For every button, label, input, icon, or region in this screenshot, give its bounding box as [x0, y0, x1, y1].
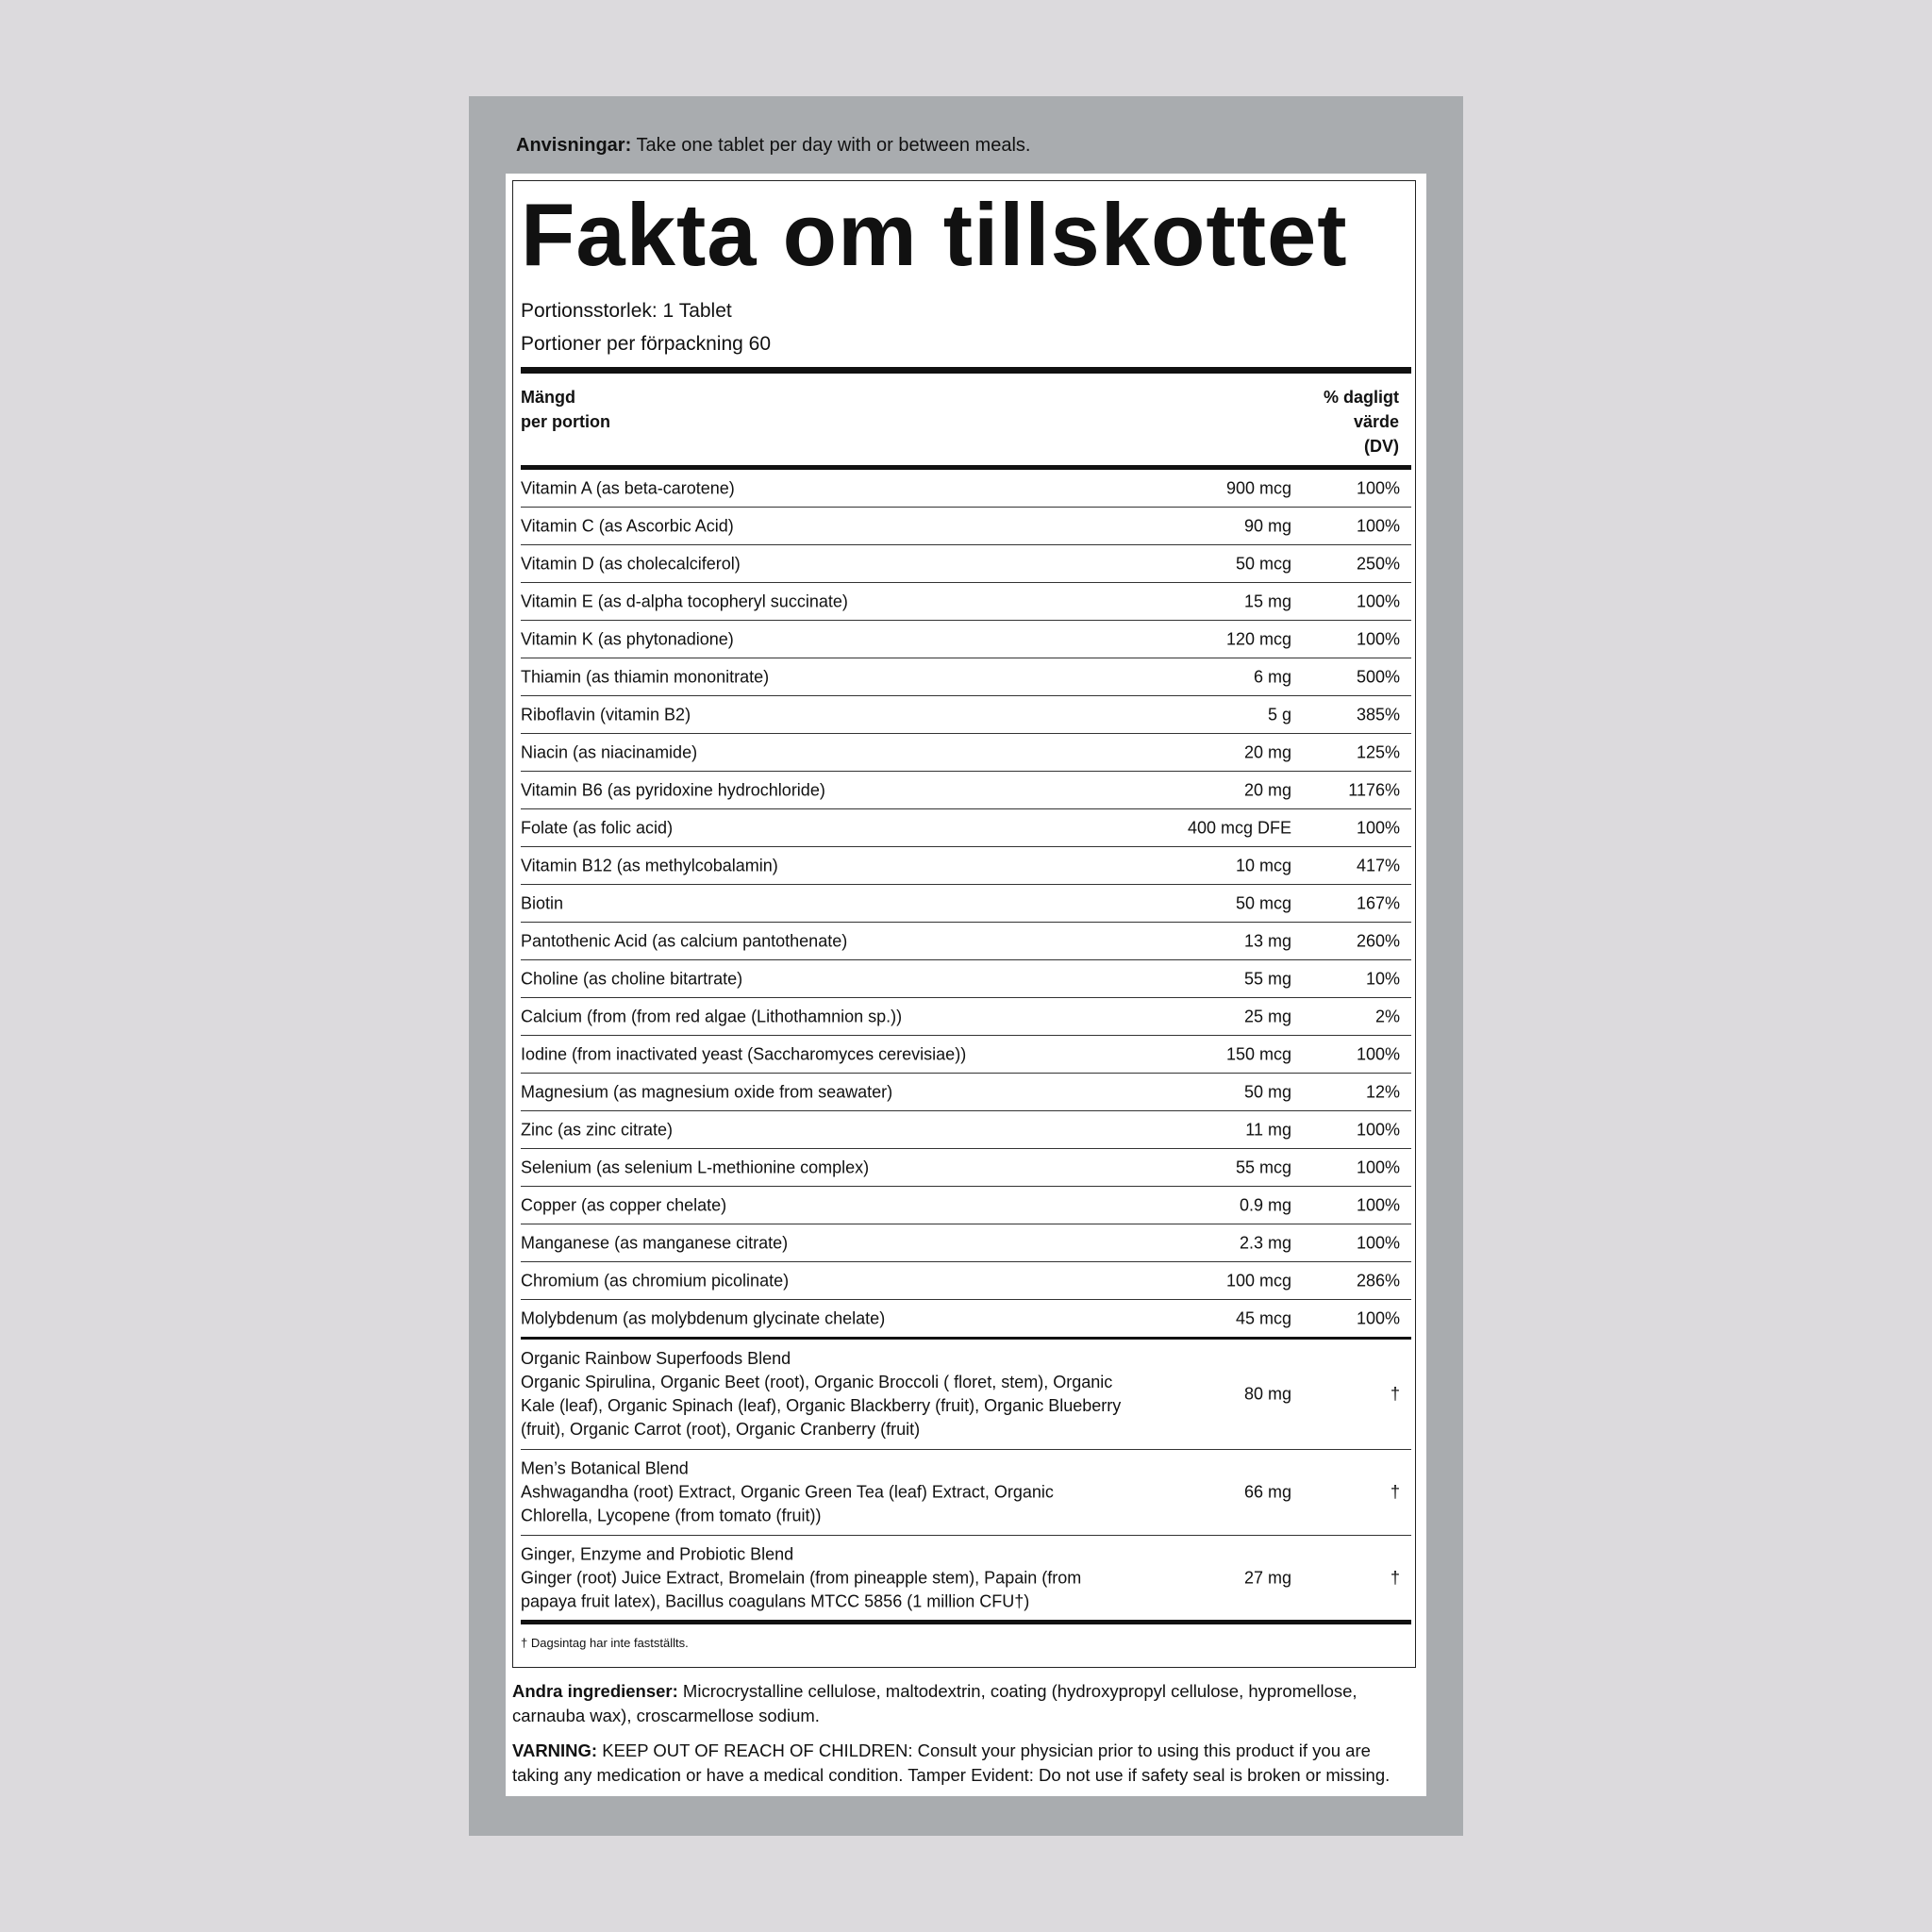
blend-name: Men’s Botanical Blend: [521, 1458, 689, 1478]
blend-amount: 80 mg: [1243, 1384, 1291, 1404]
nutrient-row: [521, 1111, 1411, 1149]
nutrient-row: [521, 1036, 1411, 1074]
thick-rule-bottom: [521, 1620, 1411, 1624]
nutrient-amount: 15 mg: [1243, 591, 1291, 610]
nutrient-name: Vitamin C (as Ascorbic Acid): [521, 516, 734, 535]
nutrient-row: [521, 772, 1411, 809]
nutrient-dv: 2%: [1374, 1007, 1400, 1025]
nutrient-name: Vitamin K (as phytonadione): [521, 629, 734, 648]
blend-dv: †: [1390, 1482, 1400, 1502]
nutrient-amount: 55 mcg: [1235, 1158, 1291, 1176]
nutrient-amount: 11 mg: [1245, 1120, 1291, 1139]
nutrient-dv: 500%: [1356, 667, 1400, 686]
nutrient-amount: 20 mg: [1243, 742, 1291, 761]
nutrient-dv: 100%: [1356, 591, 1400, 610]
nutrient-row: [521, 583, 1411, 621]
nutrient-name: Choline (as choline bitartrate): [521, 969, 743, 988]
dv-header-line1: % dagligt: [1324, 388, 1399, 407]
nutrient-dv: 100%: [1356, 1044, 1400, 1063]
nutrient-dv: 100%: [1356, 629, 1400, 648]
blend-row: [521, 1450, 1411, 1536]
nutrient-name: Vitamin E (as d-alpha tocopheryl succinate): [521, 591, 848, 610]
nutrient-row: [521, 1187, 1411, 1224]
nutrient-name: Thiamin (as thiamin mononitrate): [521, 667, 770, 686]
nutrient-name: Pantothenic Acid (as calcium pantothenate): [521, 931, 848, 950]
nutrient-name: Iodine (from inactivated yeast (Saccharomyces cerevisiae)): [521, 1044, 967, 1063]
directions-label: Anvisningar:: [516, 135, 632, 156]
nutrient-dv: 100%: [1356, 1158, 1400, 1176]
nutrient-dv: 100%: [1356, 1120, 1400, 1139]
blend-text: [521, 1542, 1124, 1613]
nutrient-dv: 100%: [1356, 516, 1400, 535]
blend-dv: †: [1390, 1384, 1400, 1404]
nutrient-amount: 2.3 mg: [1239, 1233, 1291, 1252]
directions: [516, 132, 1422, 158]
nutrient-amount: 45 mcg: [1235, 1308, 1291, 1328]
nutrient-name: Magnesium (as magnesium oxide from seawater): [521, 1082, 893, 1101]
nutrient-row: [521, 696, 1411, 734]
nutrient-dv: 417%: [1356, 856, 1400, 874]
nutrient-row: [521, 885, 1411, 923]
blend-name: Organic Rainbow Superfoods Blend: [521, 1349, 791, 1368]
nutrient-dv: 10%: [1365, 969, 1400, 988]
nutrient-name: Selenium (as selenium L-methionine complex): [521, 1158, 870, 1176]
nutrient-dv: 100%: [1356, 1195, 1400, 1214]
nutrient-row: [521, 734, 1411, 772]
nutrient-amount: 55 mg: [1243, 969, 1291, 988]
dv-header-line3: (DV): [1364, 437, 1399, 456]
nutrient-amount: 25 mg: [1243, 1007, 1291, 1025]
nutrient-amount: 10 mcg: [1235, 856, 1291, 874]
nutrient-dv: 1176%: [1348, 780, 1400, 799]
nutrient-row: [521, 998, 1411, 1036]
nutrient-dv: 125%: [1356, 742, 1400, 761]
thick-rule-top: [521, 367, 1411, 374]
nutrient-amount: 100 mcg: [1225, 1271, 1291, 1290]
nutrient-amount: 150 mcg: [1225, 1044, 1291, 1063]
nutrient-name: Riboflavin (vitamin B2): [521, 705, 691, 724]
nutrient-dv: 250%: [1356, 554, 1400, 573]
nutrient-row: [521, 1224, 1411, 1262]
nutrient-dv: 100%: [1356, 1308, 1400, 1328]
nutrient-row: [521, 809, 1411, 847]
serving-size: Portionsstorlek: 1 Tablet: [521, 300, 732, 322]
warning-label: VARNING:: [512, 1740, 598, 1760]
amount-header-line2: per portion: [521, 412, 610, 431]
blend-amount: 27 mg: [1243, 1568, 1291, 1587]
nutrient-name: Vitamin B6 (as pyridoxine hydrochloride): [521, 780, 825, 799]
nutrient-amount: 5 g: [1267, 705, 1291, 724]
blend-ingredients: Ginger (root) Juice Extract, Bromelain (from pineapple stem), Papain (from papaya fruit latex), Bacillus coagulans MTCC 5856 (1 million CFU†): [521, 1568, 1082, 1610]
nutrient-row: [521, 923, 1411, 960]
nutrient-dv: 100%: [1356, 818, 1400, 837]
nutrient-amount: 400 mcg DFE: [1187, 818, 1291, 837]
nutrient-row: [521, 1262, 1411, 1300]
dv-header-line2: värde: [1353, 412, 1399, 431]
nutrient-name: Folate (as folic acid): [521, 818, 674, 837]
nutrient-name: Copper (as copper chelate): [521, 1195, 727, 1214]
nutrient-name: Vitamin D (as cholecalciferol): [521, 554, 741, 573]
amount-header: [521, 385, 610, 434]
nutrient-dv: 286%: [1356, 1271, 1400, 1290]
nutrient-amount: 13 mg: [1243, 931, 1291, 950]
nutrient-name: Vitamin B12 (as methylcobalamin): [521, 856, 778, 874]
nutrient-row: [521, 508, 1411, 545]
nutrient-name: Chromium (as chromium picolinate): [521, 1271, 790, 1290]
nutrient-amount: 0.9 mg: [1239, 1195, 1291, 1214]
nutrient-name: Calcium (from (from red algae (Lithothamnion sp.)): [521, 1007, 903, 1025]
nutrient-amount: 120 mcg: [1225, 629, 1291, 648]
other-ingredients: [512, 1679, 1416, 1728]
nutrient-amount: 50 mcg: [1235, 554, 1291, 573]
blend-row: [521, 1340, 1411, 1450]
servings-per-container: Portioner per förpackning 60: [521, 333, 771, 355]
nutrient-dv: 385%: [1356, 705, 1400, 724]
nutrient-name: Manganese (as manganese citrate): [521, 1233, 789, 1252]
nutrient-name: Molybdenum (as molybdenum glycinate chelate): [521, 1308, 886, 1328]
blend-ingredients: Organic Spirulina, Organic Beet (root), Organic Broccoli ( floret, stem), Organic Kale (leaf), Organic Spinach (leaf), Organic Blackberry (fruit), Organic Blueberry (fruit), Organic Carrot (root), Organic Cranberry (fruit): [521, 1373, 1122, 1439]
nutrient-row: [521, 658, 1411, 696]
nutrient-dv: 12%: [1365, 1082, 1400, 1101]
nutrient-row: [521, 1300, 1411, 1338]
warning: [512, 1739, 1416, 1788]
nutrient-row: [521, 621, 1411, 658]
blend-row: [521, 1536, 1411, 1620]
nutrient-dv: 100%: [1356, 478, 1400, 497]
nutrient-row: [521, 470, 1411, 508]
other-ingredients-text: Microcrystalline cellulose, maltodextrin, coating (hydroxypropyl cellulose, hypromellose, carnauba wax), croscarmellose sodium.: [512, 1681, 1357, 1725]
nutrient-amount: 90 mg: [1243, 516, 1291, 535]
blend-ingredients: Ashwagandha (root) Extract, Organic Green Tea (leaf) Extract, Organic Chlorella, Lycopene (from tomato (fruit)): [521, 1482, 1054, 1525]
nutrient-amount: 900 mcg: [1225, 478, 1291, 497]
directions-text: Take one tablet per day with or between meals.: [631, 135, 1031, 156]
dv-footnote: † Dagsintag har inte fastställts.: [521, 1636, 689, 1650]
nutrient-dv: 100%: [1356, 1233, 1400, 1252]
nutrient-dv: 260%: [1356, 931, 1400, 950]
nutrient-name: Zinc (as zinc citrate): [521, 1120, 674, 1139]
dv-header: [1324, 385, 1399, 458]
nutrient-name: Biotin: [521, 893, 564, 912]
other-ingredients-label: Andra ingredienser:: [512, 1681, 678, 1701]
nutrient-dv: 167%: [1356, 893, 1400, 912]
nutrient-amount: 6 mg: [1253, 667, 1291, 686]
nutrient-amount: 20 mg: [1243, 780, 1291, 799]
nutrient-amount: 50 mg: [1243, 1082, 1291, 1101]
nutrient-row: [521, 545, 1411, 583]
nutrient-name: Niacin (as niacinamide): [521, 742, 698, 761]
blend-name: Ginger, Enzyme and Probiotic Blend: [521, 1544, 794, 1563]
nutrient-row: [521, 960, 1411, 998]
blend-amount: 66 mg: [1243, 1482, 1291, 1502]
nutrient-row: [521, 847, 1411, 885]
nutrient-amount: 50 mcg: [1235, 893, 1291, 912]
nutrient-row: [521, 1149, 1411, 1187]
blend-text: [521, 1347, 1124, 1441]
facts-title: Fakta om tillskottet: [521, 185, 1348, 284]
nutrient-row: [521, 1074, 1411, 1111]
blend-dv: †: [1390, 1568, 1400, 1587]
warning-text: KEEP OUT OF REACH OF CHILDREN: Consult your physician prior to using this product if you are taking any medication or have a medical condition. Tamper Evident: Do not use if safety seal is broken or missing.: [512, 1740, 1391, 1785]
blend-text: [521, 1457, 1124, 1528]
nutrient-name: Vitamin A (as beta-carotene): [521, 478, 735, 497]
amount-header-line1: Mängd: [521, 388, 575, 407]
